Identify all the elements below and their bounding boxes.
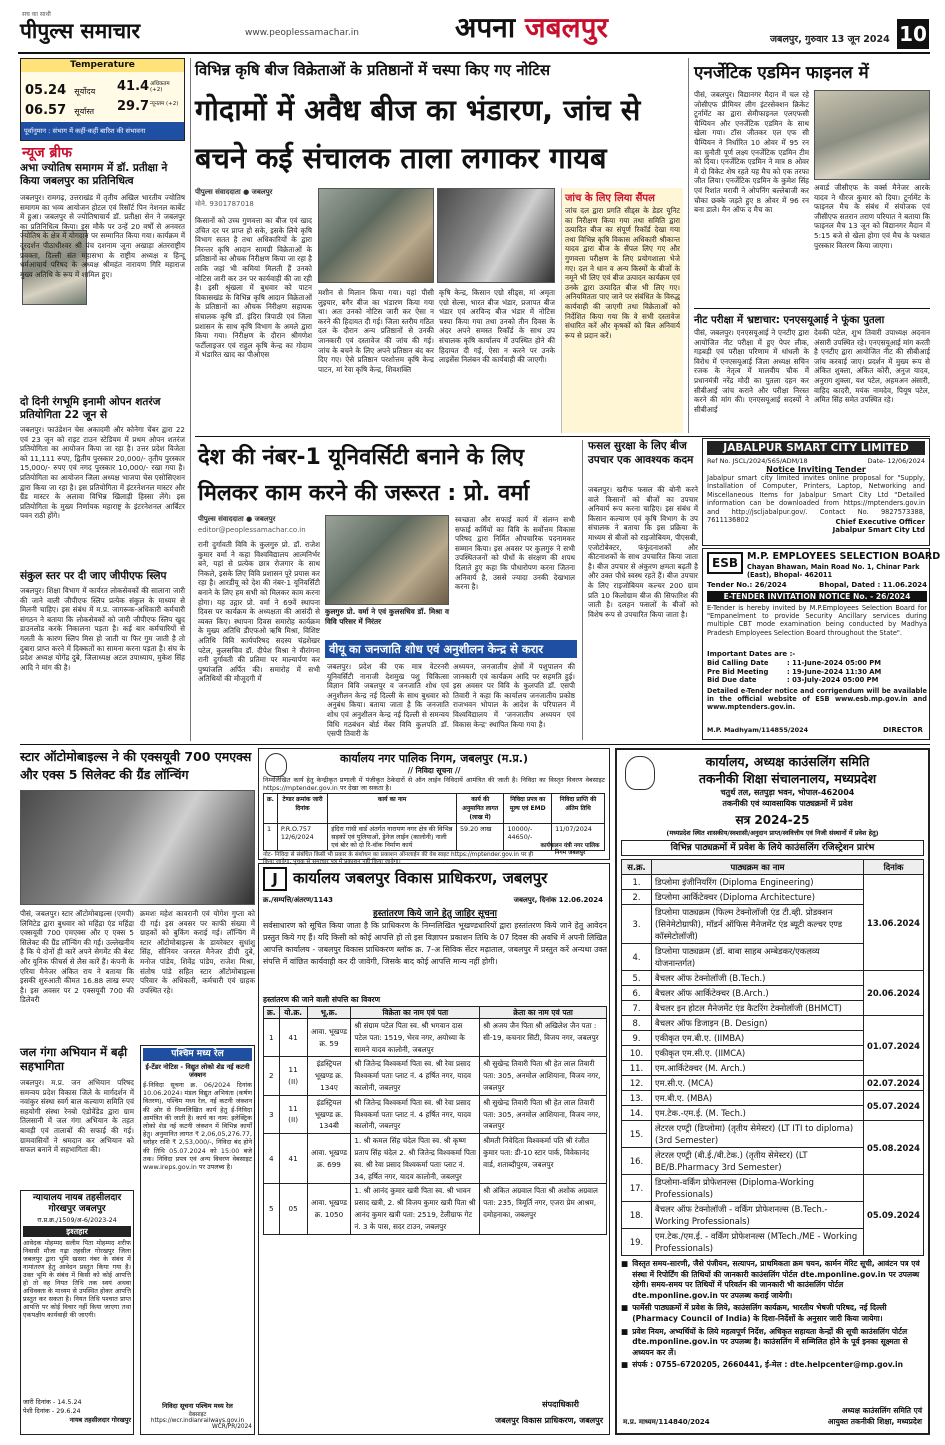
masthead-rule (18, 52, 930, 54)
counseling-session: सत्र 2024-25 (735, 813, 810, 827)
sunrise-row (25, 79, 183, 97)
table-cell: इंदिरा गांधी वार्ड अंतर्गत नारायण नगर क्षेत्र की विभिन्न सड़कों एवं पुलियाओं, ड्रेनेज लाईन (कालोनी) नाली एवं बोर को दो रि-वॉक निर्माण कार्य (328, 824, 457, 851)
sunset-time: 06.57 (25, 103, 67, 118)
university-photo (325, 515, 449, 605)
railway-title: पश्चिम मध्य रेल (143, 1048, 252, 1061)
jda-table (263, 1006, 607, 1235)
main-col-3: कृषि केन्द्र, किसान एग्रो सीड्स, मां अमृता एग्रो सेल्स, भारत बीज भंडार, प्रजापत बीज भंडार एवं अरविन्द बीज भंडार में नोटिस चस्पा किया गया तथा उनको तीन दिवस के अंदर अपने समस्त रिकॉर्ड के साथ उप संचालक कृषि कार्यालय में उपस्थित होने की हिदायत दी गई, ऐसा न करने पर उनके लाइसेंस निलंबन की कार्यवाही की जाएगी। (439, 288, 555, 365)
counseling-subtitle: तकनीकी एवं व्यावसायिक पाठ्यक्रमों में प्रवेश (722, 799, 853, 808)
smart-city-date: Date- 12/06/2024 (867, 457, 925, 465)
smart-city-body: Jabalpur smart city limited invites online proposal for "Supply, Installation of Computer, Printers, Laptop, Networking and Miscellaneous Items for Jabalpur Smart City Ltd "Detailed information can be downloaded from https://mptenders.gov.in and http://jscljabalpur.gov/. Contact No. 9827573388, 7611136802 (707, 474, 925, 525)
table-cell: 41 (279, 1134, 307, 1184)
section-title (455, 8, 608, 46)
janjati-col-1: जबलपुर। प्रदेश की एक मात्र वेटरनरी यूनिवर्सिटी नानाजी देशमुख पशु चिकित्सा विज्ञान विवि जबलपुर व जनजाति शोध एवं अनुशीलन केन्द्र नई दिल्ली के साथ बुधवार को अनुबंध किया। बताया जाता है कि जनजाति शोध एवं अनुशीलन केन्द्र नई दिल्ली से समन्वय विधि गठबंधन बोर्ड मेंबर विवि कुलपति डॉ. एसपी तिवारी के (327, 662, 449, 739)
esb-date-row (707, 668, 927, 677)
jda-date: जबलपुर, दिनांक 12.06.2024 (513, 896, 603, 904)
counseling-sno: 17. (622, 1175, 652, 1202)
janjati-col-2: अध्ययन, जनजातीय क्षेत्रों में पशुपालन की जानकारी एवं कार्यक्रम आदि पर सहमति हुई। इस अवसर पर विवि के कुलपति डॉ. एसपी तिवारी ने कहा कि कार्यालय जनजातीय प्रकोष्ठ राजभवन भोपाल के आदेश के परिपालन में विश्वविद्यालय में 'जनजातीय अध्ययन एवं विकास केन्द्र' स्थापित किया गया है। (453, 662, 575, 729)
max-label: अधिकतम (+2) (150, 81, 170, 93)
jda-title: कार्यालय जबलपुर विकास प्राधिकरण, जबलपुर (293, 869, 548, 887)
counseling-sno: 19. (622, 1229, 652, 1256)
counseling-sno: 4. (622, 944, 652, 971)
counseling-table (621, 859, 924, 1256)
counseling-course: बैचलर इन होटल मैनेजमेंट एंड कैटरिंग टेक्नोलॉजी (BHMCT) (652, 1001, 864, 1016)
counseling-banner: विभिन्न पाठ्यक्रमों में प्रवेश के लिये काउंसलिंग रजिस्ट्रेशन प्रारंभ (621, 840, 924, 856)
sunset-row (25, 99, 183, 117)
brand-logo: पीपुल्स समाचार (20, 19, 141, 43)
counseling-sno: 18. (622, 1202, 652, 1229)
table-cell: 05 (279, 1184, 307, 1234)
esb-date-label: Bid Calling Date (707, 659, 769, 667)
section-rule-2 (20, 744, 930, 745)
table-row (264, 1184, 607, 1234)
counseling-date: 05.09.2024 (864, 1175, 924, 1256)
counseling-course: लेटरल एण्ट्री (बी.ई./बी.टेक.) (तृतीय सेमेस्टर) (LT BE/B.Pharmacy 3rd Semester) (652, 1148, 864, 1175)
bullet-icon: ■ (621, 1303, 629, 1313)
university-caption: कुलगुरु प्रो. वर्मा ने एवं कुलसचिव डॉ. मिश्रा व विवि परिसर में निरंतर (325, 607, 449, 626)
neet-rule (694, 308, 930, 309)
table-cell: 1. श्री कमल सिंह चंदेल पिता स्व. श्री कृष्ण प्रताप सिंह चंदेल 2. श्री जितेन्द्र विश्वकर्मा पिता स्व. श्री रेवा प्रसाद विश्वकर्मा पताः प्लाट नं. 34, हर्षित नगर, यादव कालोनी, जबलपुर (351, 1134, 480, 1184)
nagar-nigam-sign: कार्यपालन यंत्री नगर पालिक निगम जबलपुर (540, 843, 600, 856)
counseling-madhyam: म.प्र. माध्यम/114840/2024 (623, 1418, 710, 1426)
table-cell: श्री जितेन्द्र विश्वकर्मा पिता स्व. श्री रेवा प्रसाद विश्वकर्मा पताः प्लाट नं. 4 हर्षित नगर, यादव कालोनी, जबलपुर (351, 1057, 480, 1095)
table-cell: 11/07/2024 (552, 824, 605, 851)
fasal-headline: फसल सुरक्षा के लिए बीज उपचार एक आवश्यक कदम (588, 440, 694, 466)
counseling-sno: 11. (622, 1061, 652, 1076)
counseling-course: एम.बी.ए. (MBA) (652, 1091, 864, 1106)
nagar-nigam-title: कार्यालय नगर पालिक निगम, जबलपुर (म.प्र.) (340, 752, 528, 765)
jda-sign-1: संपदाधिकारी (542, 1400, 579, 1409)
smart-city-ref: Ref No. JSCL/2024/565/ADM/18 (707, 457, 808, 465)
table-row (622, 1076, 924, 1091)
neet-headline: नीट परीक्षा में भ्रष्टाचार: एनएसयूआई ने फूंका पुतला (694, 315, 885, 326)
railway-footer-1: निविदा सूचना पश्चिम मध्य रेल (162, 1402, 233, 1410)
table-row (622, 1016, 924, 1031)
nn-header-cell: कार्य का नाम (328, 794, 457, 824)
brief-3-headline: संकुल स्तर पर दी जाए जीपीएफ स्लिप (20, 570, 167, 582)
counseling-header-cell: स.क्र. (622, 860, 652, 875)
esb-footer: Detailed e-Tender notice and corrigendum will be available in the official website of ESB www.esb.mp.gov.in and www.mptenders.gov.in. (707, 687, 927, 712)
railway-pr: WCR/PR/2024 (212, 1424, 252, 1430)
university-byline: पीपुल्स संवाददाता ● जबलपुर (198, 515, 276, 523)
jda-ad (258, 863, 610, 1435)
university-email: editor@peoplessamachar.co.in (198, 526, 306, 534)
table-row (264, 1019, 607, 1057)
counseling-course: डिप्लोमा आर्किटेक्चर (Diploma Architecture) (652, 890, 864, 905)
table-row (622, 875, 924, 890)
bullet-text: संपर्क : 0755-6720205, 2660441, ई-मेल : dte.helpcenter@mp.gov.in (632, 1360, 903, 1370)
table-cell: 10000/- 44650/- (504, 824, 552, 851)
counseling-date: 13.06.2024 (864, 875, 924, 971)
railway-subtitle: ई-टेंडर नोटिस - विद्युत लोको शेड नई कटनी जंक्शन (145, 1063, 250, 1079)
counseling-bullets (621, 1259, 924, 1371)
counseling-sno: 15. (622, 1121, 652, 1148)
table-cell: 3 (264, 1095, 280, 1133)
counseling-title-2: तकनीकी शिक्षा संचालनालय, मध्यप्रदेश (698, 771, 877, 786)
counseling-sno: 5. (622, 971, 652, 986)
nn-header-cell: क्र. (264, 794, 278, 824)
railway-ad (140, 1045, 255, 1435)
janjati-box (325, 640, 577, 740)
university-col-1: रानी दुर्गावती विवि के कुलगुरु प्रो. डॉ. राजेश कुमार वर्मा ने कहा विश्वविद्यालय आत्मनिर्भर बने, यहां से प्रत्येक छात्र रोजगार के साथ निकले, इसके लिए विवि प्रशासन पूरे प्रयास कर रहा है। आरडीयू को देश की नंबर-1 यूनिवर्सिटी बनाने के लिए हम सभी को मिलकर काम करना होगा। यह उद्गार प्रो. वर्मा ने 69वें स्थापना दिवस पर कार्यक्रम के अध्यक्षता की आसंदी से व्यक्त किए। स्थापना दिवस समारोह कार्यक्रम के मुख्य अतिथि डीएफओ ऋषि मिश्रा, विशिष्ट अतिथि विवि कार्यपरिषद सदस्य चंद्रशेखर पटेल, कुलसचिव डॉ. दीपेश मिश्रा ने वीरांगना रानी दुर्गावती की प्रतिमा पर माल्यार्पण कर पुष्पांजलि अर्पित की। समारोह में सभी अतिथियों की मौजूदगी में (198, 540, 320, 684)
table-row (622, 971, 924, 986)
counseling-title-1: कार्यालय, अध्यक्ष काउंसलिंग समिति (705, 754, 870, 769)
nagar-nigam-ad (258, 748, 610, 865)
janjati-headline: वीयू का जनजाति शोध एवं अनुशीलन केन्द्र से करार (325, 640, 577, 658)
jal-body: जबलपुर। म.प्र. जन अभियान परिषद समन्वय प्रदेश विकास जिले के मार्गदर्शन में नवांकुर संस्था स्वर्ग बाल कल्याण समिति एवं सहयोगी संस्था रेनबो एंडोवेंडेड द्वारा ग्राम तिलसानी में जल गंगा अभियान के तहत बावड़ी एवं तालाबों की सफाई की गई। ग्रामवासियों ने श्रमदान कर अभियान को सफल बनाने में सहभागिता की। (20, 1078, 134, 1155)
main-right-divider (688, 58, 689, 433)
counseling-table-header (622, 860, 924, 875)
brief-1-headline: अभा ज्योतिष समागम में डॉ. प्रतीक्षा ने किया जबलपुर का प्रतिनिधित्व (20, 162, 168, 187)
table-cell: इंडस्ट्रियल भूखण्ड क्र. 134बी (307, 1095, 351, 1133)
counseling-sno: 1. (622, 875, 652, 890)
counseling-sno: 13. (622, 1091, 652, 1106)
counseling-course: डिप्लोमा पाठ्यक्रम (फिल्म टेक्नोलॉजी एंड टी.व्ही. प्रोडक्शन (सिनेमेटोग्राफी), मॉडर्न ऑफिस मैनेजमेंट एंड ब्यूटी कल्चर एण्ड कॉस्मेटोलॉजी) (652, 905, 864, 944)
sunrise-label: सूर्योदय (74, 87, 96, 96)
main-sidebar (561, 188, 683, 433)
table-row (264, 1134, 607, 1184)
main-col-1: किसानों को उच्च गुणवत्ता का बीज एवं खाद उचित दर पर प्राप्त हो सके, इसके लिये कृषि विभाग सतत है तथा अधिकारियों के द्वारा निरन्तर कृषि आदान सामग्री विक्रेताओं के प्रतिष्ठानों का औचक निरीक्षण किया जा रहा है ताकि जहां भी कमियां मिलती हैं उनको नोटिस जारी कर उन पर कार्यवाही की जा रही है। इसी श्रृंखला में बुधवार को पाटन विकासखंड के विभिन्न कृषि आदान विक्रेताओं के प्रतिष्ठानों का औचक निरीक्षण सहायक संचालक कृषि डॉ. इंदिरा त्रिपाठी एवं जिला प्रशासन के साथ कृषि विभाग के अमले द्वारा किया गया। निरीक्षण के दौरान श्रीगणेश फर्टीलाइजर एवं राहुल कृषि केन्द्र का गोदाम में भंडारित खाद का पीओएस (195, 216, 312, 360)
jda-header-cell: भू.क्र. (307, 1007, 351, 1019)
esb-date-value: : 11-June-2024 05:00 PM (787, 659, 882, 667)
counseling-course: एम.सी.ए. (MCA) (652, 1076, 864, 1091)
counseling-sno: 8. (622, 1016, 652, 1031)
counseling-bullet (621, 1327, 924, 1359)
table-cell: श्री अंकित अग्रवाल पिता श्री अशोक अग्रवाल पता: 235, त्रिमूर्ति नगर, एजरा प्रेम आश्रम, दमोहनाका, जबलपुर (480, 1184, 607, 1234)
counseling-course: डिप्लोमा-वर्किंग प्रोफेशनल्स (Diploma-Working Professionals) (652, 1175, 864, 1202)
max-temp: 41.4 (117, 79, 150, 94)
neet-body-2: देवकी पटेल, शुभ तिवारी उपाध्यक्ष अदनान अंसारी उपस्थित रहे। एनएसयूआई मांग करती है एनटीए द्वारा आयोजित नीट की सीबीआई जांच करवाई जाए। प्रदर्शन में मुख्य रूप से अंकित शुक्ला, अंकित कोरी, अनुज यादव, अनुराग शुक्ला, यश पटेल, अहमअन अंसारी, वाहिद कादरी, मयंक नामदेव, पियूष पटेल, अमित सिंह समेत उपस्थित रहे। (814, 328, 930, 405)
esb-date-label: Bid Due date (707, 676, 757, 685)
counseling-address: चतुर्थ तल, सतपुड़ा भवन, भोपाल-462004 (720, 788, 855, 797)
esb-heading: E-TENDER INVITATION NOTICE No. - 26/2024 (707, 591, 927, 602)
issue-date: जबलपुर, गुरुवार 13 जून 2024 (770, 34, 890, 45)
counseling-date: 20.06.2024 (864, 971, 924, 1016)
bullet-icon: ■ (621, 1259, 629, 1268)
counseling-sno: 16. (622, 1148, 652, 1175)
esb-ad (702, 548, 941, 740)
esb-title: M.P. EMPLOYEES SELECTION BOARD (747, 551, 941, 562)
counseling-course: एम.टेक./एम.ई. - वर्किंग प्रोफेशनल्स (MTech./ME - Working Professionals) (652, 1229, 864, 1256)
table-cell: 1 (264, 1019, 280, 1057)
jda-table-body (264, 1019, 607, 1235)
section-title-part1: अपना (455, 11, 516, 44)
court-issue-row: जारी दिनांक - 14.5.24 (23, 1398, 82, 1406)
esb-date-label: Pre Bid Meeting (707, 667, 769, 676)
table-cell: 5 (264, 1184, 280, 1234)
counseling-sno: 14. (622, 1106, 652, 1121)
masthead (0, 0, 945, 60)
energetic-headline: एनर्जेटिक एडमिन फाइनल में (694, 63, 869, 83)
court-hearing-label: पेशी दिनांक (23, 1407, 50, 1415)
jda-ref: क्र./सम्पत्ति/अंतरण/1143 (263, 896, 334, 904)
table-cell: श्री जितेन्द्र विश्वकर्मा पिता स्व. श्री रेवा प्रसाद विश्वकर्मा पताः प्लाट नं. 4 हर्षित नगर, यादव कालोनी, जबलपुर (351, 1095, 480, 1133)
counseling-note: (मध्यप्रदेश स्थित शासकीय/स्वशासी/अनुदान प्राप्त/स्ववित्तीय एवं निजी संस्थानों में प्रवेश हेतु) (666, 829, 879, 837)
court-issue-date: 14.5.24 (57, 1398, 82, 1406)
counseling-course: एकीकृत एम.बी.ए. (IIMBA) (652, 1031, 864, 1046)
table-cell: श्री सुखेन्द्र तिवारी पिता श्री हेत लाल तिवारी पता: 305, अनमोल आशियाना, विजय नगर, जबलपुर (480, 1057, 607, 1095)
brief-3-body: जबलपुर। शिक्षा विभाग में कार्यरत लोकसेवकों की सालाना जारी की जाने वाली जीपीएफ स्लिप प्रत्येक संकुल के माध्यम से मिलनी चाहिए। इस संबंध में म.प्र. जागरूक-अधिकारी कर्मचारी संगठन ने बताया कि लोकसेवकों को जारी जीपीएफ स्लिप खुद डाउनलोड करके निकालना पड़ता है। कई बार कर्मचारियों से गलती के कारण स्लिप मिस हो जाती या फिर गुम जाती है तो दुबारा प्राप्त करने में दिक्कतों का सामना करना पड़ता है। संघ के प्रदेश अध्यक्ष योगेंद्र दुबे, जिलाध्यक्ष अटल उपाध्याय, मुकेश सिंह आदि ने मांग की है। (20, 586, 185, 672)
forecast-text: पूर्वानुमान : संभाग में कहीं-कहीं बारिश की संभावना (21, 122, 184, 140)
table-cell: आवा. भूखण्ड क्र. 59 (307, 1019, 351, 1057)
smart-city-title: JABALPUR SMART CITY LIMITED (707, 441, 925, 455)
counseling-date: 05.07.2024 (864, 1091, 924, 1121)
table-cell: 2 (264, 1057, 280, 1095)
nagar-nigam-subtitle: // निविदा सूचना // (407, 766, 461, 775)
sidebar-body: जांच दल द्वारा प्रगति सीड्स के डेडर यूनिट का निरीक्षण किया गया तथा समिति द्वारा उत्पादित बीज का संपूर्ण रिकॉर्ड देखा गया तथा विभिन्न कृषि विकास अधिकारी श्रीकान्त यादव द्वारा बीज के सैंपल लिए गए और गुणवत्ता परीक्षण के लिए प्रयोगशाला भेजे गए। दल ने धान व अन्य किस्मों के बीजों के नमूने भी लिए एवं बीज उत्पादन कार्यक्रम एवं उनके द्वारा उत्पादित बीज भी लिए गए। अनियमितता पाए जाने पर संबंधित के विरुद्ध कार्यवाही की जाएगी तथा विक्रेताओं को निर्देशित किया गया कि वे सभी दस्तावेज संधारित करें और कृषकों को बिल अनिवार्य रूप से प्रदान करें। (565, 206, 680, 340)
auto-photo (20, 790, 255, 905)
main-photo-1 (318, 188, 434, 283)
main-story (195, 58, 685, 433)
counseling-sno: 2. (622, 890, 652, 905)
esb-dates-title: Important Dates are :- (707, 650, 796, 658)
esb-body: E-Tender is hereby invited by M.P.Employees Selection Board for "Empanelment to provide Security Ancillary services during multiple CBT mode examination being conducted by Madhya Pradesh Employees Selection Board throughout the State". (707, 604, 927, 637)
jda-table-title: हस्तांतरण की जाने वाली संपत्ति का विवरण (263, 995, 380, 1004)
table-cell: आवा. भूखण्ड क्र. 699 (307, 1134, 351, 1184)
nn-header-cell: निविदा प्राप्ति की अंतिम तिथि (552, 794, 605, 824)
court-case-no: रा.प्र.क्र./1509/अ-6/2023-24 (37, 1216, 117, 1224)
nn-header-cell: टेण्डर क्रमांक जारी दिनांक (277, 794, 327, 824)
table-row (264, 1095, 607, 1133)
energetic-body-1: पीसं, जबलपुर। विद्यानगर मैदान में चल रहे जोसीएफ प्रीमियर लीग इंटरसेक्शन क्रिकेट टूर्नामेंट का द्वारा सेमीफाइनल एलएफसी चैम्पियन और एनर्जेटिक एडमिन के साथ खेला गया। टॉस जीतकर एल एफ सी चैम्पियन ने निर्धारित 10 ओवर में 95 रन का चुनौती पूर्ण लक्ष्य एनर्जेटिक एडमिन टीम को दिया। एनर्जेटिक एडमिन ने मात्र 8 ओवर में दो विकेट शेष रहते यह मैच को एक तरफा जीत लिया। एनर्जेटिक एडमिन के कुमेश सिंह एवं रिशांत मरावी ने ओपनिंग बल्लेबाजी कर चौका छक्के जड़ते हुए 8 ओवर में 96 रन बना डाले। मैन ऑफ द मैच का (694, 90, 809, 215)
bullet-icon: ■ (621, 1360, 629, 1370)
main-kicker: विभिन्न कृषि बीज विक्रेताओं के प्रतिष्ठानों में चस्पा किए गए नोटिस (195, 61, 550, 79)
counseling-course: एम.आर्किटेक्चर (M. Arch.) (652, 1061, 864, 1076)
counseling-ad (615, 748, 930, 1435)
smart-city-sign-1: Chief Executive Officer (835, 518, 925, 526)
counseling-bullet (621, 1303, 924, 1324)
brief-1-body: जबलपुर। रामगढ़, उत्तराखंड में तृतीय अखिल भारतीय ज्योतिष समागम का भव्य आयोजन होटल एवं रिसॉर्ट पिन नेशनल कार्बेट में हुआ। जबलपुर से ज्योतिषाचार्य डॉ. प्रतीक्षा सेन ने जबलपुर का प्रतिनिधित्व किया। इस मौके पर उन्हें 20 वर्षों से अनवरत ज्योतिष के क्षेत्र में योगदान पर सम्मानित किया गया। कार्यक्रम में दूरदर्शन पीठाधीश्वर श्री पंच दशनाम जूना अखाड़ा अंतरराष्ट्रीय प्रवक्ता, दिल्ली संत महासभा के राष्ट्रीय अध्यक्ष व हिन्दू धर्मआचार्य परिषद के अध्यक्ष श्रीमहंत नारायण गिरि महाराज मुख्य अतिथि के रूप में शामिल हुए। (20, 193, 185, 279)
counseling-date: 02.07.2024 (864, 1076, 924, 1091)
jda-heading: हस्तांतरण किये जाने हेतु जाहिर सूचना (372, 909, 498, 919)
esb-date-value: : 19-June-2024 11:30 AM (787, 667, 882, 676)
auto-col-2: क्रमशः महेश कावरानी एवं योगेश गुप्ता को दी गई। इस अवसर पर काफी संख्या में ग्राहकों को बुकिंग कराई गई। लॉन्चिंग में स्टार ऑटोमोबाइल्स के डायरेक्टर सुधांशु सिंह, सीनियर जनरल मैनेजर डीपी दुबे, मनोज पांडेय, शिवेंद्र पांडेय, राजेश मिश्रा, संतोष पांडे सहित स्टार ऑटोमोबाइल्स परिवार के अधिकारी, कर्मचारी एवं ग्राहक उपस्थित रहे। (140, 909, 255, 995)
weather-box (20, 58, 185, 141)
esb-madhyam: M.P. Madhyam/114855/2024 (707, 726, 809, 734)
table-cell: P.R.O.757 12/6/2024 (277, 824, 327, 851)
court-notice (20, 1190, 134, 1435)
table-cell: इंडस्ट्रियल भूखण्ड क्र. 134ए (307, 1057, 351, 1095)
counseling-sno: 9. (622, 1031, 652, 1046)
bullet-icon: ■ (621, 1326, 629, 1336)
counseling-course: डिप्लोमा इंजीनियरिंग (Diploma Engineering) (652, 875, 864, 890)
counseling-sno: 3. (622, 905, 652, 944)
bullet-text: फार्मेसी पाठ्यक्रमों में प्रवेश के लिये, काउंसलिंग कार्यक्रम, भारतीय भेषजी परिषद, नई दिल्ली (Pharmacy Council of India) के दिशा-निर्देशों के अनुसार जारी किया जायेगा। (632, 1303, 887, 1323)
counseling-sign-2: आयुक्त तकनीकी शिक्षा, मध्यप्रदेश (827, 1417, 922, 1426)
table-row (622, 1091, 924, 1106)
university-col-3: स्वच्छता और सफाई कार्य में संलग्न सभी सफाई कर्मियों का विवि के सर्वोत्तम विकास परिषद द्वारा निर्मित औपचारिक पदनामकर सम्मान किया। इस अवसर पर कुलगुरु ने सभी उपस्थितजनों को पौधों के संरक्षण की शपथ दिलाते हुए कहा कि पौधारोपण करना जितना अनिवार्य है, उससे ज्यादा उनकी देखभाल करना है। (455, 515, 575, 592)
main-col-2: मशीन से मिलान किया गया। यहां पीसी लुइयार, बगैर बीज का भंडारण किया गया था। अतः उनको नोटिस जारी कर ऐसा न करने की हिदायत दी गई। जिला स्तरीय गठित दल के दौरान अन्य प्रतिष्ठानों से उनकी जानकारी एवं दस्तावेज की जांच की गई। जांच के बचने के लिए अपने प्रतिष्ठान बंद कर दिए गए। ऐसे प्रतिष्ठान परशोत्तम कृषि केन्द्र पाटन, मां रेवा कृषि केन्द्र, शिवशक्ति (318, 288, 434, 374)
table-row (622, 1121, 924, 1148)
jda-header-cell: क्रेता का नाम एवं पता (480, 1007, 607, 1019)
section-title-part2: जबलपुर (524, 11, 608, 44)
energetic-body-2: अवार्ड जीसीएफ के वर्क्स मैनेजर आरके यादव ने धीरज कुमार को दिया। टूर्नामेंट के फाइनल मैच के संबंध में संयोजक एवं जीसीएफ सतरान तराण परियात ने बताया कि फाइनल मैच 13 जून को विद्यानगर मैदान में 5:15 बजे से खेला होगा एवं मैच के पश्चात पुरस्कार वितरण किया जाएगा। (814, 183, 930, 250)
bullet-text: विस्तृत समय-सारणी, जैसे पंजीयन, सत्यापन, प्राथमिकता क्रम चयन, कार्मन मेरिट सूची, आवंटन पत्र एवं संस्था में रिपोर्टिंग की तिथियों की जानकारी काउंसलिंग पोर्टल dte.mponline.gov.in पर उपलब्ध रहेगी। समय-समय पर तिथियों में परिवर्तन की जानकारी भी काउंसलिंग पोर्टल dte.mponline.gov.in पर उपलब्ध कराई जायेगी। (632, 1259, 920, 1300)
counseling-header-cell: पाठ्यक्रम का नाम (652, 860, 864, 875)
brand-small: सच का साथी (22, 11, 51, 18)
nagar-nigam-footer: नोट- निविदा से संबंधित किसी भी प्रकार के संशोधन का प्रकाशन ऑनलाईन की वेब साइट https://mptender.gov.in पर ही किया जावेगा, पृथक से समाचार पत्र में प्रकाशन नहीं किया जावेगा। (263, 852, 533, 865)
table-cell: 11 (II) (279, 1057, 307, 1095)
table-cell: 59.20 लाख (456, 824, 504, 851)
auto-headline: स्टार ऑटोमोबाइल्स ने की एक्सयूवी 700 एमएक्स और एक्स 5 सिलेक्ट की ग्रैंड लॉन्चिंग (20, 749, 252, 782)
main-photo-2 (437, 188, 555, 283)
court-issue-label: जारी दिनांक (23, 1398, 51, 1406)
weather-title: Temperature (21, 59, 184, 72)
bullet-text: प्रवेश नियम, अभ्यर्थियों के लिये महत्वपूर्ण निर्देश, अधिकृत सहायता केन्द्रों की सूची काउंसलिंग पोर्टल dte.mponline.gov.in पर उपलब्ध है। काउंसलिंग में सम्मिलित होने के पूर्व इनका सूक्ष्मता से अध्ययन कर लें। (632, 1326, 908, 1357)
sidebar-headline: जांच के लिए लिया सैंपल (565, 193, 655, 204)
smart-city-notice: Notice Inviting Tender (766, 465, 866, 474)
table-cell: 41 (279, 1019, 307, 1057)
main-byline: पीपुल्स संवाददाता ● जबलपुर (195, 188, 273, 196)
jal-headline: जल गंगा अभियान में बढ़ी सहभागिता (20, 1045, 128, 1073)
neet-body-1: पीसं, जबलपुर। एनएसयूआई ने एनटीए द्वारा आयोजित नीट परीक्षा में हुए पेपर लीक, गड़बड़ी एवं परीक्षा परिणाम में धांधली के विरोध में एनएसयूआई जिला अध्यक्ष सचिन रजक के नेतृत्व में मालवीय चौक में प्रधानमंत्री नरेंद्र मोदी का पुतला दहन कर सीबीआई जांच कराने और परीक्षा निरस्त करने की मांग की। एनएसयूआई सदस्यों ने सीबीआई (694, 328, 809, 414)
min-label: न्यूनतम (+2) (150, 101, 179, 107)
counseling-sign-1: अध्यक्ष काउंसलिंग समिति एवं (841, 1406, 922, 1415)
brief-2-body: जबलपुर। फाउंडेशन चेस अकादमी और कोनेगा चेंबर द्वारा 22 एवं 23 जून को राइट टाउन स्टेडियम में प्रथम ओपन शतरंज प्रतियोगिता का आयोजन किया जा रहा है। उत्तर प्रदेश विजेता को 11,111 रुपए, द्वितीय पुरस्कार 20,000/- तृतीय पुरस्कार 15,000/- रुपए एवं नगद पुरस्कार 10,000/- रखा गया है। प्रतियोगिता का आयोजन जिला अध्यक्ष भाजपा चेस एसोसिएशन द्वारा किया जा रहा है। इस प्रतियोगिता में इंटरनेशनल मास्टर और ग्रैंड मास्टर के अलावा विभिन्न खिलाड़ी हिस्सा लेंगे। इस प्रतियोगिता के मुख्य निर्णायक महाराष्ट्र के इंटरनेशनल आर्बिटर पवन राठी होंगे। (20, 425, 185, 521)
counseling-course: एम.टेक.-एम.ई. (M. Tech.) (652, 1106, 864, 1121)
counseling-sno: 7. (622, 1001, 652, 1016)
counseling-table-body (622, 875, 924, 1256)
jda-header-cell: यो.क्र. (279, 1007, 307, 1019)
counseling-emblem (625, 756, 655, 790)
fasal-body: जबलपुर। खरीफ फसल की बोनी करने वाले किसानों को बीजों का उपचार अनिवार्य रूप करना चाहिए। इस संबंध में किसान कल्याण एवं कृषि विभाग के उप संचालक ने बताया कि इस प्रक्रिया के माध्यम से बीजों को राइजोबियम, पीएसबी, एजोटोबेक्टर, फंफूंदनाशकों और कीटनाशकों के साथ उपचारित किया जाता है। बीज उपचार से अंकुरण क्षमता बढ़ती है और उक्त पौधे स्वस्थ रहते हैं। बीज उपचार के लिए राइजोबियम कल्चर 200 ग्राम प्रति 10 किलोग्राम बीज की सिफारिश की जाती है। दलहन फसलों के बीजों को विशेष रूप से उपचारित किया जाता है। (588, 485, 698, 619)
nagar-nigam-intro: निम्नलिखित कार्य हेतु केन्द्रीकृत प्रणाली में पंजीकृत ठेकेदारों से ऑन लाईन निविदायें आमंत्रित की जाती है। निविदा का विस्तृत विवरण वेबसाइट https://mptender.gov.in पर देखा जा सकता है। (263, 776, 605, 792)
smart-city-ad (702, 438, 930, 546)
table-cell: 1. श्री आनंद कुमार खत्री पिता स्व. श्री भावन प्रसाद खत्री, 2. श्री विजय कुमार खत्री पिता श्री आनंद कुमार खत्री पता: 2519, टेलीग्राफ गेट नं. 3 के पास, सदर टाउन, जबलपुर (351, 1184, 480, 1234)
brief-2-headline: दो दिनी रंगभूमि इनामी ओपन शतरंज प्रतियोगिता 22 जून से (20, 396, 161, 421)
energetic-photo (814, 90, 930, 180)
court-hearing-date: 29.6.24 (56, 1407, 81, 1415)
counseling-bullet (621, 1259, 924, 1301)
counseling-course: डिप्लोमा पाठ्यक्रम (डॉ. बाबा साहब अम्बेडकर/एकलव्य योजनान्तर्गत) (652, 944, 864, 971)
main-headline: गोदामों में अवैध बीज का भंडारण, जांच से बचने कई संचालक ताला लगाकर गायब (195, 93, 641, 175)
min-temp: 29.7 (117, 99, 150, 114)
table-cell: 1 (264, 824, 278, 851)
mid-divider (582, 440, 583, 740)
court-heading: इश्तहार (23, 1226, 131, 1237)
esb-director: DIRECTOR (883, 726, 923, 734)
esb-date-row (707, 676, 927, 685)
counseling-date: 01.07.2024 (864, 1016, 924, 1076)
smart-city-sign-2: Jabalpur Smart City Ltd (832, 526, 925, 534)
jda-header-cell: क्र. (264, 1007, 280, 1019)
news-brief-label: न्यूज ब्रीफ (22, 145, 72, 161)
counseling-bullet (621, 1360, 924, 1371)
esb-date-value: : 03-July-2024 05:00 PM (787, 676, 879, 685)
jda-sign-2: जबलपुर विकास प्राधिकरण, जबलपुर (495, 1416, 603, 1425)
nn-header-cell: निविदा प्रपत्र का मूल्य एवं EMD (504, 794, 552, 824)
court-hearing-row: पेशी दिनांक - 29.6.24 (23, 1407, 81, 1415)
railway-body: ई-निविदा सूचना क्र. 06/2024 दिनांक 10.06.2024। मंडल विद्युत अभियंता (कर्षण वितरण), पश्चिम मध्य रेल, नई कटनी जंक्शन की ओर से निम्नलिखित कार्य हेतु ई-निविदा आमंत्रित की जाती है। कार्य का नाम: इलेक्ट्रिक लोको शेड नई कटनी जंक्शन में विभिन्न कार्यों हेतु। अनुमानित लागत ₹ 2,06,05,276.77, धरोहर राशि ₹ 2,53,000/-, निविदा बंद होने की तिथि 05.07.2024 को 15:00 बजे तक। निविदा प्रपत्र एवं अन्य विवरण वेबसाइट www.ireps.gov.in पर उपलब्ध है। (143, 1081, 252, 1172)
court-officer: नायब तहसीलदार गोरखपुर (69, 1416, 131, 1424)
jda-header-cell: विक्रेता का नाम एवं पता (351, 1007, 480, 1019)
mid-rule-1 (195, 436, 930, 437)
table-cell: श्रीमती निवेदिता विश्वकर्मा पति श्री रंजीत कुमार पता: डी-10 स्टार पार्क, विवेकानंद वार्ड, शताब्दीपुरम, जबलपुर (480, 1134, 607, 1184)
counseling-course: बैचलर ऑफ डिजाइन (B. Design) (652, 1016, 864, 1031)
smart-city-ref-row (707, 457, 925, 465)
sunrise-time: 05.24 (25, 83, 67, 98)
esb-date-row (707, 659, 927, 668)
counseling-course: बैचलर ऑफ टेक्नोलॉजी (B.Tech.) (652, 971, 864, 986)
table-row (622, 1175, 924, 1202)
table-cell: 11 (II) (279, 1095, 307, 1133)
table-cell: श्री सुखेन्द्र तिवारी पिता श्री हेत लाल तिवारी पता: 305, अनमोल आशियाना, विजय नगर, जबलपुर (480, 1095, 607, 1133)
esb-tender-no: Tender No.: 26/2024 (707, 581, 787, 589)
counseling-sno: 10. (622, 1046, 652, 1061)
counseling-course: बैचलर ऑफ आर्किटेक्चर (B.Arch.) (652, 986, 864, 1001)
counseling-header-cell: दिनांक (864, 860, 924, 875)
table-cell: 4 (264, 1134, 280, 1184)
jda-logo: J (263, 867, 287, 891)
table-row (264, 1057, 607, 1095)
court-title: न्यायालय नायब तहसीलदार गोरखपुर जबलपुर (32, 1193, 122, 1214)
esb-logo: ESB (707, 552, 743, 574)
esb-address: Chayan Bhawan, Main Road No. 1, Chinar Park (East), Bhopal- 462011 (747, 563, 920, 579)
counseling-sno: 12. (622, 1076, 652, 1091)
main-mobile: मोने. 9301787018 (195, 200, 254, 208)
esb-tender-date: Bhopal, Dated : 11.06.2024 (819, 581, 927, 589)
counseling-course: लेटरल एण्ट्री (डिप्लोमा) (तृतीय सेमेस्टर) (LT ITI to diploma) (3rd Semester) (652, 1121, 864, 1148)
sunset-label: सूर्यास्त (74, 107, 95, 116)
university-headline: देश की नंबर-1 यूनिवर्सिटी बनाने के लिए मिलकर काम करने की जरूरत : प्रो. वर्मा (198, 445, 530, 506)
railway-footer-2: वेबसाइट https://wcr.indianrailways.gov.in (150, 1412, 245, 1424)
page-number: 10 (897, 19, 929, 49)
jda-table-header (264, 1007, 607, 1019)
table-cell: श्री संग्राम पटेल पिता स्व. श्री भगवान दास पटेल पता: 1519, भेरव नगर, अयोध्या के सामने यादव कालोनी, जबलपुर (351, 1019, 480, 1057)
left-col-divider (190, 58, 191, 741)
auto-col-1: पीसं, जबलपुर। स्टार ऑटोमोबाइल्स (एमपी) लिमिटेड द्वारा बुधवार को महिंद्रा एंड महिंद्रा एक्सयूवी 700 एमएक्स और ए एक्स 5 सिलेक्ट की ग्रैंड लॉन्चिंग की गई। उल्लेखनीय है कि ये दोनों ही कारें अपने सेगमेंट की बेस्ट और यूनिक फीचर्स से लैस कारें हैं। कंपनी के एरिया मैनेजर अंकित राय ने बताया कि इसकी शुरुआती कीमत 16.88 लाख रुपए है। इस अवसर पर 2 एक्सयूवी 700 की डिलेवरी (20, 909, 135, 1005)
counseling-course: एकीकृत एम.सी.ए. (IIMCA) (652, 1046, 864, 1061)
counseling-date: 05.08.2024 (864, 1121, 924, 1175)
jda-body: सर्वसाधारण को सूचित किया जाता है कि प्राधिकरण के निम्नलिखित भूखण्डधारियों द्वारा हस्तांतरण किये जाने हेतु आवेदन प्रस्तुत किये गए हैं। यदि किसी को कोई आपत्ति हो तो इस विज्ञापन प्रकाशन तिथि के 07 दिवस की अवधि में अपनी लिखित आपत्ति कार्यालय - जबलपुर विकास प्राधिकरण ब्लॉक क्र. 7-अ सिविक सेंटर मढ़ाताल, जबलपुर में प्रस्तुत करें अन्यथा उक्त संपत्ति में वांछित कार्यवाही कर दी जावेगी, जिसके बाद कोई आपत्ति मान्य नहीं होगी। (263, 921, 607, 966)
nn-header-cell: कार्य की अनुमानित लागत (लाख में) (456, 794, 504, 824)
esb-tender-row (707, 581, 927, 589)
esb-dates (707, 659, 927, 685)
table-cell: श्री अजय जैन पिता श्री अखिलेश जैन पता : सी-19, कचनार सिटी, विजय नगर, जबलपुर (480, 1019, 607, 1057)
court-dates (23, 1397, 131, 1424)
table-cell: आवा. भूखण्ड क्र. 1050 (307, 1184, 351, 1234)
nagar-nigam-table-header (264, 794, 605, 824)
counseling-course: बैचलर ऑफ टेक्नोलॉजी - वर्किंग प्रोफेशनल्स (B.Tech.-Working Professionals) (652, 1202, 864, 1229)
court-body: आवेदक मोहम्मद सलीम पिता मोहम्मद शरीफ निवासी मौजा गढ़ा तहसील गोरखपुर जिला जबलपुर द्वारा भूमि खसरा नंबर के संबंध में नामांतरण हेतु आवेदन प्रस्तुत किया गया है। उक्त भूमि के संबंध में किसी को कोई आपत्ति हो तो वह नियत तिथि तक स्वयं अथवा अधिवक्ता के माध्यम से उपस्थित होकर आपत्ति प्रस्तुत कर सकता है। नियत तिथि पश्चात प्राप्त आपत्ति पर कोई विचार नहीं किया जाएगा तथा एकपक्षीय कार्यवाही की जाएगी। (23, 1239, 131, 1319)
nagar-nigam-emblem (265, 753, 287, 777)
site-url: www.peoplessamachar.in (245, 28, 359, 38)
counseling-sno: 6. (622, 986, 652, 1001)
